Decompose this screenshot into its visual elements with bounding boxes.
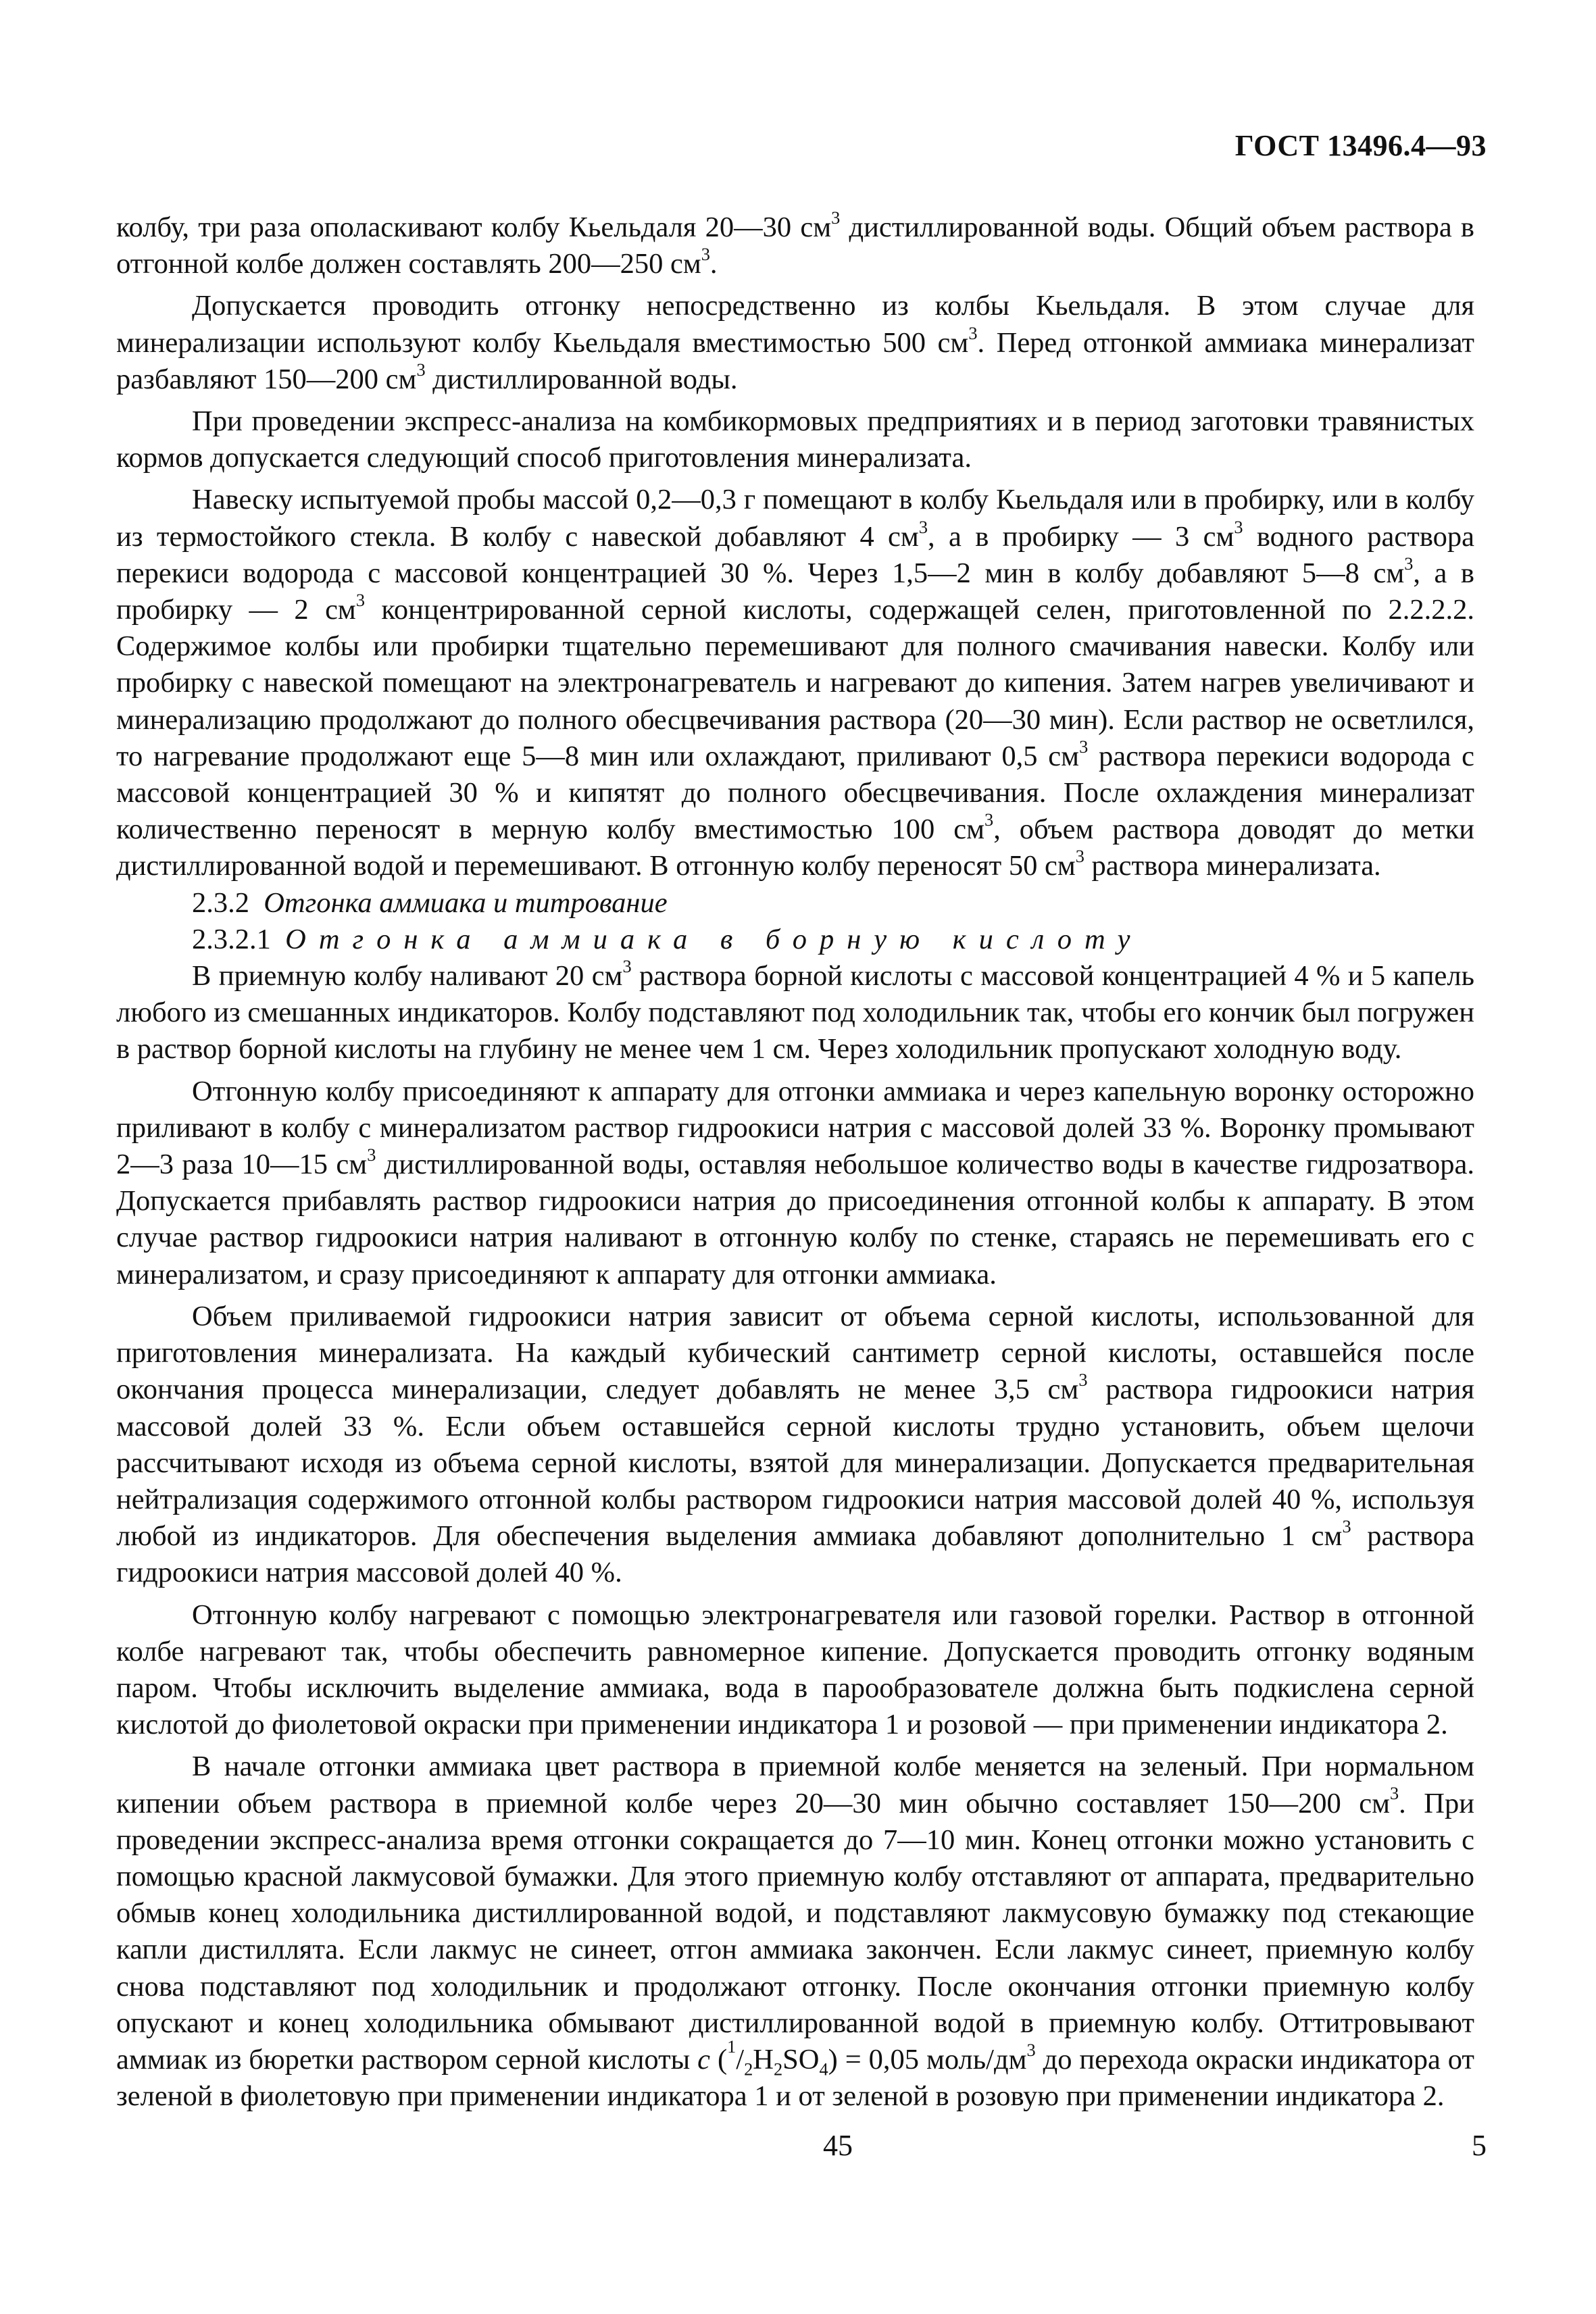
paragraph: В приемную колбу наливают 20 $см^3$ раствора борной кислоты с массовой концентрацией 4 % и 5 капель любого из смешанных индикаторов. Колбу подставляют под холодильник так, чтобы его кончик был погружен в раствор борной кислоты на глубину не менее чем 1 см. Через холодильник пропускают холодную воду. (116, 956, 1474, 1065)
section-heading-2-3-2-1: 2.3.2.1 Отгонка аммиака в борную кислоту (192, 923, 1143, 955)
paragraph: В начале отгонки аммиака цвет раствора в приемной колбе меняется на зеленый. При нормальном кипении объем раствора в приемной колбе через 20—30 мин обычно составляет 150—200 $см^3$. При проведении экспресс-анализа время отгонки сокращается до 7—10 мин. Конец отгонки можно установить с помощью красной лакмусовой бумажки. Для этого приемную колбу отставляют от аппарата, предварительно обмыв конец холодильника дистиллированной водой, и подставляют лакмусовую бумажку под стекающие капли дистиллята. Если лакмус не синеет, отгон аммиака закончен. Если лакмус синеет, приемную колбу снова подставляют под холодильник и продолжают отгонку. После окончания отгонки приемную колбу опускают и конец холодильника обмывают дистиллированной водой в приемную колбу. Оттитровывают аммиак из бюретки раствором серной кислоты c $(^1/_2H_2SO_4) = 0,05$ моль/$дм^3$ до перехода окраски индикатора от зеленой в фиолетовую при применении индикатора 1 и от зеленой в розовую при применении индикатора 2. (116, 1751, 1475, 2113)
document-body (116, 209, 1474, 2115)
page-number-right: 5 (1472, 2129, 1487, 2162)
document-code-header: ГОСТ 13496.4—93 (1235, 129, 1487, 162)
page-number-center: 45 (823, 2129, 853, 2162)
paragraph: Отгонную колбу нагревают с помощью электронагревателя или газовой горелки. Раствор в отгонной колбе нагревают так, чтобы обеспечить равномерное кипение. Допускается проводить отгонку водяным паром. Чтобы исключить выделение аммиака, вода в парообразователе должна быть подкислена серной кислотой до фиолетовой окраски при применении индикатора 1 и розовой — при применении индикатора 2. (116, 1599, 1474, 1741)
paragraph: Допускается проводить отгонку непосредственно из колбы Кьельдаля. В этом случае для минерализации используют колбу Кьельдаля вместимостью 500 $см^3$. Перед отгонкой аммиака минерализат разбавляют 150—200 $см^3$ дистиллированной воды. (116, 290, 1474, 395)
paragraph: При проведении экспресс-анализа на комбикормовых предприятиях и в период заготовки травянистых кормов допускается следующий способ приготовления минерализата. (116, 405, 1474, 474)
paragraph: Навеску испытуемой пробы массой 0,2—0,3 г помещают в колбу Кьельдаля или в пробирку, или в колбу из термостойкого стекла. В колбу с навеской добавляют 4 $см^3$, а в пробирку — 3 $см^3$ водного раствора перекиси водорода с массовой концентрацией 30 %. Через 1,5—2 мин в колбу добавляют 5—8 $см^3$, а в пробирку — 2 $см^3$ концентрированной серной кислоты, содержащей селен, приготовленной по 2.2.2.2. Содержимое колбы или пробирки тщательно перемешивают для полного смачивания навески. Колбу или пробирку с навеской помещают на электронагреватель и нагревают до кипения. Затем нагрев увеличивают и минерализацию продолжают до полного обесцвечивания раствора (20—30 мин). Если раствор не осветлился, то нагревание продолжают еще 5—8 мин или охлаждают, приливают 0,5 $см^3$ раствора перекиси водорода с массовой концентрацией 30 % и кипятят до полного обесцвечивания. После охлаждения минерализат количественно переносят в мерную колбу вместимостью 100 $см^3$, объем раствора доводят до метки дистиллированной водой и перемешивают. В отгонную колбу переносят 50 $см^3$ раствора минерализата. (116, 484, 1475, 882)
paragraph: Отгонную колбу присоединяют к аппарату для отгонки аммиака и через капельную воронку осторожно приливают в колбу с минерализатом раствор гидроокиси натрия с массовой долей 33 %. Воронку промывают 2—3 раза 10—15 $см^3$ дистиллированной воды, оставляя небольшое количество воды в качестве гидрозатвора. Допускается прибавлять раствор гидроокиси натрия до присоединения отгонной колбы к аппарату. В этом случае раствор гидроокиси натрия наливают в отгонную колбу по стенке, стараясь не перемешивать его с минерализатом, и сразу присоединяют к аппарату для отгонки аммиака. (116, 1075, 1475, 1290)
section-heading-2-3-2: 2.3.2 Отгонка аммиака и титрование (192, 886, 668, 919)
paragraph: Объем приливаемой гидроокиси натрия зависит от объема серной кислоты, использованной для приготовления минерализата. На каждый кубический сантиметр серной кислоты, оставшейся после окончания процесса минерализации, следует добавлять не менее 3,5 $см^3$ раствора гидроокиси натрия массовой долей 33 %. Если объем оставшейся серной кислоты трудно установить, объем щелочи рассчитывают исходя из объема серной кислоты, взятой для минерализации. Допускается предварительная нейтрализация содержимого отгонной колбы раствором гидроокиси натрия массовой долей 40 %, используя любой из индикаторов. Для обеспечения выделения аммиака добавляют дополнительно 1 $см^3$ раствора гидроокиси натрия массовой долей 40 %. (116, 1300, 1474, 1589)
paragraph: колбу, три раза ополаскивают колбу Кьельдаля 20—30 $см^3$ дистиллированной воды. Общий объем раствора в отгонной колбе должен составлять 200—250 $см^3$. (116, 207, 1474, 280)
